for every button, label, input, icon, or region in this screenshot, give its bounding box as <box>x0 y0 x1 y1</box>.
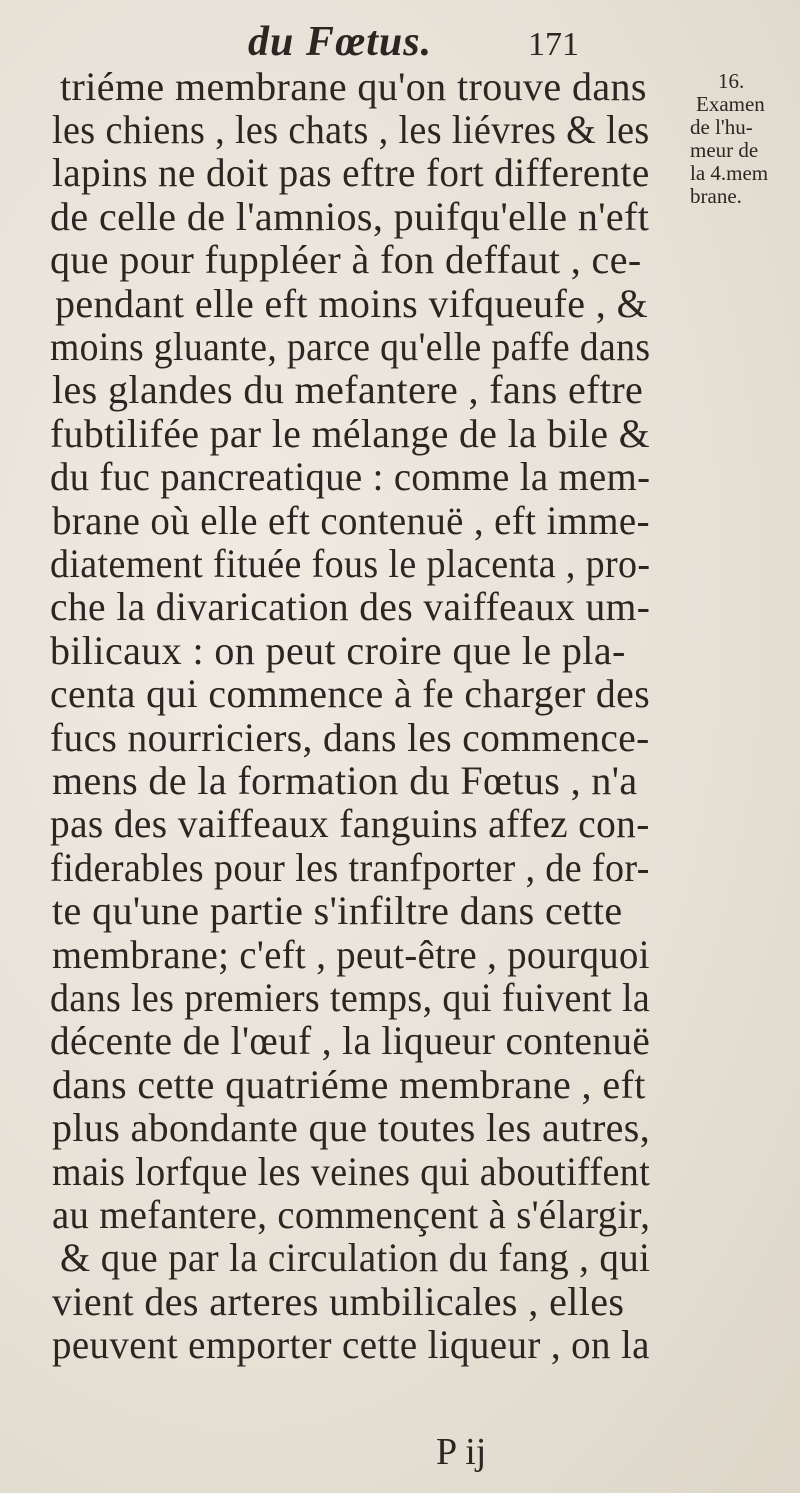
margin-note-line: la 4.mem <box>690 161 769 185</box>
text-line: pas des vaiffeaux fanguins affez con- <box>50 801 650 846</box>
text-line: & que par la circulation du fang , qui <box>60 1235 651 1280</box>
text-line: lapins ne doit pas eftre fort differente <box>52 150 650 195</box>
text-line: décente de l'œuf , la liqueur contenuë <box>50 1018 651 1063</box>
text-line: les chiens , les chats , les liévres & les <box>52 107 650 152</box>
margin-note-line: Examen <box>696 92 765 116</box>
text-line: vient des arteres umbilicales , elles <box>52 1279 625 1324</box>
text-line: au mefantere, commençent à s'élargir, <box>52 1192 651 1237</box>
running-title: du Fœtus. <box>248 19 433 65</box>
text-line: peuvent emporter cette liqueur , on la <box>52 1322 650 1367</box>
text-line: fubtilifée par le mélange de la bile & <box>50 411 650 456</box>
text-line: mens de la formation du Fœtus , n'a <box>52 758 638 803</box>
margin-note-line: meur de <box>690 138 759 162</box>
margin-note-number: 16. <box>718 69 745 93</box>
text-line: que pour fuppléer à fon deffaut , ce- <box>50 237 642 282</box>
text-line: triéme membrane qu'on trouve dans <box>60 64 647 109</box>
text-line: les glandes du mefantere , fans eftre <box>52 367 644 412</box>
text-line: bilicaux : on peut croire que le pla- <box>50 628 626 673</box>
margin-note-line: de l'hu- <box>690 115 753 139</box>
text-line: membrane; c'eft , peut-être , pourquoi <box>52 932 650 977</box>
text-line: dans cette quatriéme membrane , eft <box>52 1062 646 1107</box>
text-line: fucs nourriciers, dans les commence- <box>50 715 650 760</box>
text-line: de celle de l'amnios, puifqu'elle n'eft <box>50 194 650 239</box>
text-line: moins gluante, parce qu'elle paffe dans <box>50 324 651 369</box>
text-line: plus abondante que toutes les autres, <box>52 1105 651 1150</box>
text-line: diatement fituée fous le placenta , pro- <box>50 541 651 586</box>
page-number: 171 <box>528 26 579 63</box>
text-line: brane où elle eft contenuë , eft imme- <box>52 498 650 543</box>
signature-mark: P ij <box>436 1431 487 1473</box>
text-line: fiderables pour les tranfporter , de for- <box>50 845 650 890</box>
text-line: dans les premiers temps, qui fuivent la <box>50 975 651 1020</box>
text-line: pendant elle eft moins vifqueufe , & <box>55 281 649 326</box>
text-line: centa qui commence à fe charger des <box>50 671 651 716</box>
text-line: te qu'une partie s'infiltre dans cette <box>52 888 623 933</box>
margin-note-line: brane. <box>690 184 742 208</box>
text-line: du fuc pancreatique : comme la mem- <box>50 454 651 499</box>
text-line: mais lorfque les veines qui aboutiffent <box>52 1149 651 1194</box>
text-line: che la divarication des vaiffeaux um- <box>50 584 651 629</box>
